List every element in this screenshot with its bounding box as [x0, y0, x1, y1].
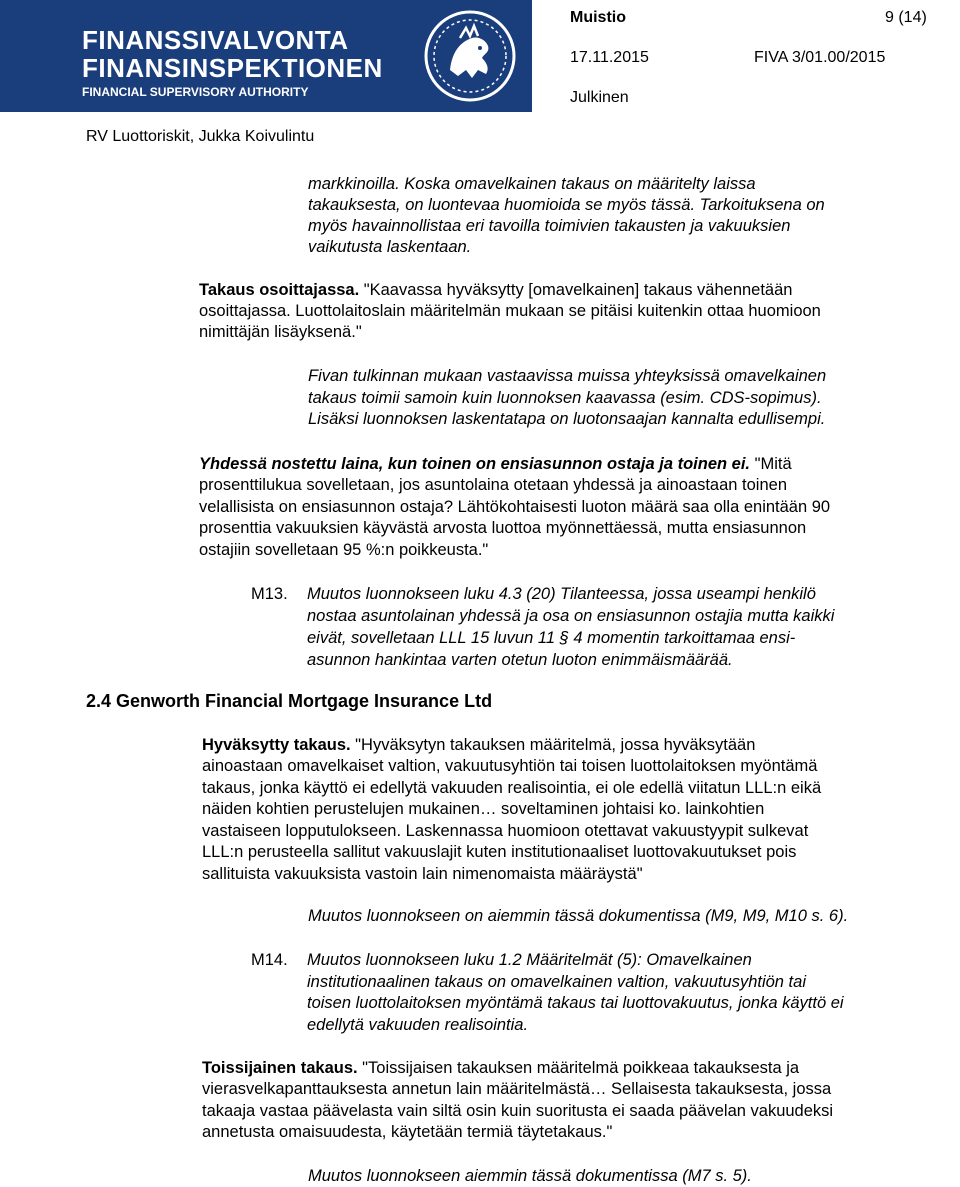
- author-line: RV Luottoriskit, Jukka Koivulintu: [86, 128, 315, 145]
- yhdessa-paragraph-line-5: ostajiin sovelletaan 95 %:n poikkeusta.": [199, 541, 489, 559]
- yhdessa-paragraph-line-3: velallisista on ensiasunnon ostaja? Lähtökohtaisesti luoton määrä saa olla enintään 90: [199, 498, 831, 516]
- m14-label: M14.: [251, 951, 288, 969]
- classification: Julkinen: [570, 89, 629, 106]
- yhdessa-paragraph-line-2: prosenttilukua sovelletaan, jos asuntolaina otetaan yhdessä ja ainoastaan toinen: [199, 476, 787, 494]
- yhdessa-paragraph-line-4: prosenttia vakuuksien käyvästä arvosta luottoa myönnettäessä, mutta ensiasunnon: [199, 519, 807, 537]
- fiva-response-line-3: Lisäksi luonnoksen laskentatapa on luotonsaajan kannalta edullisempi.: [308, 410, 826, 428]
- m14-line-3: toisen luottolaitoksen myöntämä takaus tai luottovakuutus, jonka käyttö ei: [307, 994, 844, 1012]
- m13-line-3: eivät, sovelletaan LLL 15 luvun 11 § 4 momentin tarkoittamaa ensi-: [307, 629, 796, 647]
- document-date: 17.11.2015: [570, 49, 649, 66]
- authority-logo: [0, 0, 532, 112]
- hyvaksytty-paragraph-line-4: näiden kohtien perustelujen mukainen… soveltaminen johtaisi ko. lainkohtien: [202, 800, 765, 818]
- intro-line-2: takauksesta, on luontevaa huomioida se myös tässä. Tarkoituksena on: [308, 196, 825, 214]
- toissijainen-paragraph-line-3: takaaja vastaa päävelasta vain siltä osin kuin suoritusta ei saada päävelan vakuudeksi: [202, 1102, 834, 1120]
- hyvaksytty-heading: Hyväksytty takaus.: [202, 736, 351, 754]
- m14-line-4: edellytä vakuuden realisointia.: [307, 1016, 529, 1034]
- logo-line-1: FINANSSIVALVONTA: [82, 25, 349, 55]
- logo-line-2: FINANSINSPEKTIONEN: [82, 53, 383, 83]
- toissijainen-paragraph-line-1: [202, 1058, 799, 1079]
- hyvaksytty-paragraph-line-3: takaus, jonka käyttö ei edellytä vakuuden realisointia, ei ole edellä viitatun LLL:n eikä: [202, 779, 822, 797]
- toissijainen-heading: Toissijainen takaus.: [202, 1059, 358, 1077]
- hyvaksytty-paragraph-line-6: LLL:n perusteella sallitut vakuuslajit kuten institutionaaliset luottovakuutukset pois: [202, 843, 797, 861]
- intro-line-4: vaikutusta laskentaan.: [308, 238, 472, 256]
- lion-crest-icon: [420, 8, 520, 104]
- hyvaksytty-paragraph-line-1: [202, 735, 755, 756]
- yhdessa-heading: Yhdessä nostettu laina, kun toinen on ensiasunnon ostaja ja toinen ei.: [199, 455, 751, 473]
- m13-line-1: Muutos luonnokseen luku 4.3 (20) Tilanteessa, jossa useampi henkilö: [307, 585, 816, 603]
- takaus-line-1-text: "Kaavassa hyväksytty [omavelkainen] takaus vähennetään: [359, 281, 793, 299]
- m14-line-1: Muutos luonnokseen luku 1.2 Määritelmät (5): Omavelkainen: [307, 951, 752, 969]
- muutos-note-2: Muutos luonnokseen aiemmin tässä dokumentissa (M7 s. 5).: [308, 1167, 752, 1185]
- document-type: Muistio: [570, 9, 626, 26]
- toissijainen-paragraph-line-4: annetusta omaisuudesta, käytetään termiä täytetakaus.": [202, 1123, 613, 1141]
- hyvaksytty-paragraph-line-7: sallituista vakuuksista vastoin lain nimenomaista määräystä": [202, 865, 643, 883]
- yhdessa-paragraph-line-1: [199, 454, 792, 475]
- m13-line-2: nostaa asuntolainan yhdessä ja osa on ensiasunnon ostajia mutta kaikki: [307, 607, 835, 625]
- logo-line-3: FINANCIAL SUPERVISORY AUTHORITY: [82, 85, 309, 99]
- intro-line-3: myös havainnollistaa eri tavoilla toimivien takausten ja vakuuksien: [308, 217, 791, 235]
- hyvaksytty-paragraph-line-5: vastaiseen lopputulokseen. Laskennassa huomioon otettavat vakuustyypit sulkevat: [202, 822, 809, 840]
- document-number: FIVA 3/01.00/2015: [754, 49, 886, 66]
- m14-line-2: institutionaalinen takaus on omavelkainen valtion, vakuutusyhtiön tai: [307, 973, 806, 991]
- intro-line-1: markkinoilla. Koska omavelkainen takaus on määritelty laissa: [308, 175, 756, 193]
- toissijainen-paragraph-line-2: vierasvelkapanttauksesta annetun lain määritelmästä… Sellaisesta takauksesta, jossa: [202, 1080, 832, 1098]
- m13-label: M13.: [251, 585, 288, 603]
- m13-line-4: asunnon hankintaa varten otetun luoton enimmäismäärää.: [307, 651, 733, 669]
- takaus-paragraph-line-2: osoittajassa. Luottolaitoslain määritelmän mukaan se pitäisi kuitenkin ottaa huomioon: [199, 302, 821, 320]
- yhdessa-line-1-text: "Mitä: [750, 455, 792, 473]
- takaus-paragraph-line-3: nimittäjän lisäyksenä.": [199, 323, 362, 341]
- fiva-response-line-2: takaus toimii samoin kuin luonnoksen kaavassa (esim. CDS-sopimus).: [308, 389, 822, 407]
- takaus-heading: Takaus osoittajassa.: [199, 281, 360, 299]
- hyvaksytty-line-1-text: "Hyväksytyn takauksen määritelmä, jossa hyväksytään: [350, 736, 756, 754]
- muutos-note-1: Muutos luonnokseen on aiemmin tässä dokumentissa (M9, M9, M10 s. 6).: [308, 907, 849, 925]
- logo-wordmark: [82, 26, 383, 100]
- page-number: 9 (14): [885, 9, 927, 26]
- takaus-paragraph-line-1: [199, 280, 792, 301]
- fiva-response-line-1: Fivan tulkinnan mukaan vastaavissa muissa yhteyksissä omavelkainen: [308, 367, 827, 385]
- section-heading: 2.4 Genworth Financial Mortgage Insurance Ltd: [86, 691, 493, 711]
- hyvaksytty-paragraph-line-2: ainoastaan omavelkaiset valtion, vakuutusyhtiön tai toisen luottolaitoksen myöntämä: [202, 757, 818, 775]
- toissijainen-line-1-text: "Toissijaisen takauksen määritelmä poikkeaa takauksesta ja: [357, 1059, 800, 1077]
